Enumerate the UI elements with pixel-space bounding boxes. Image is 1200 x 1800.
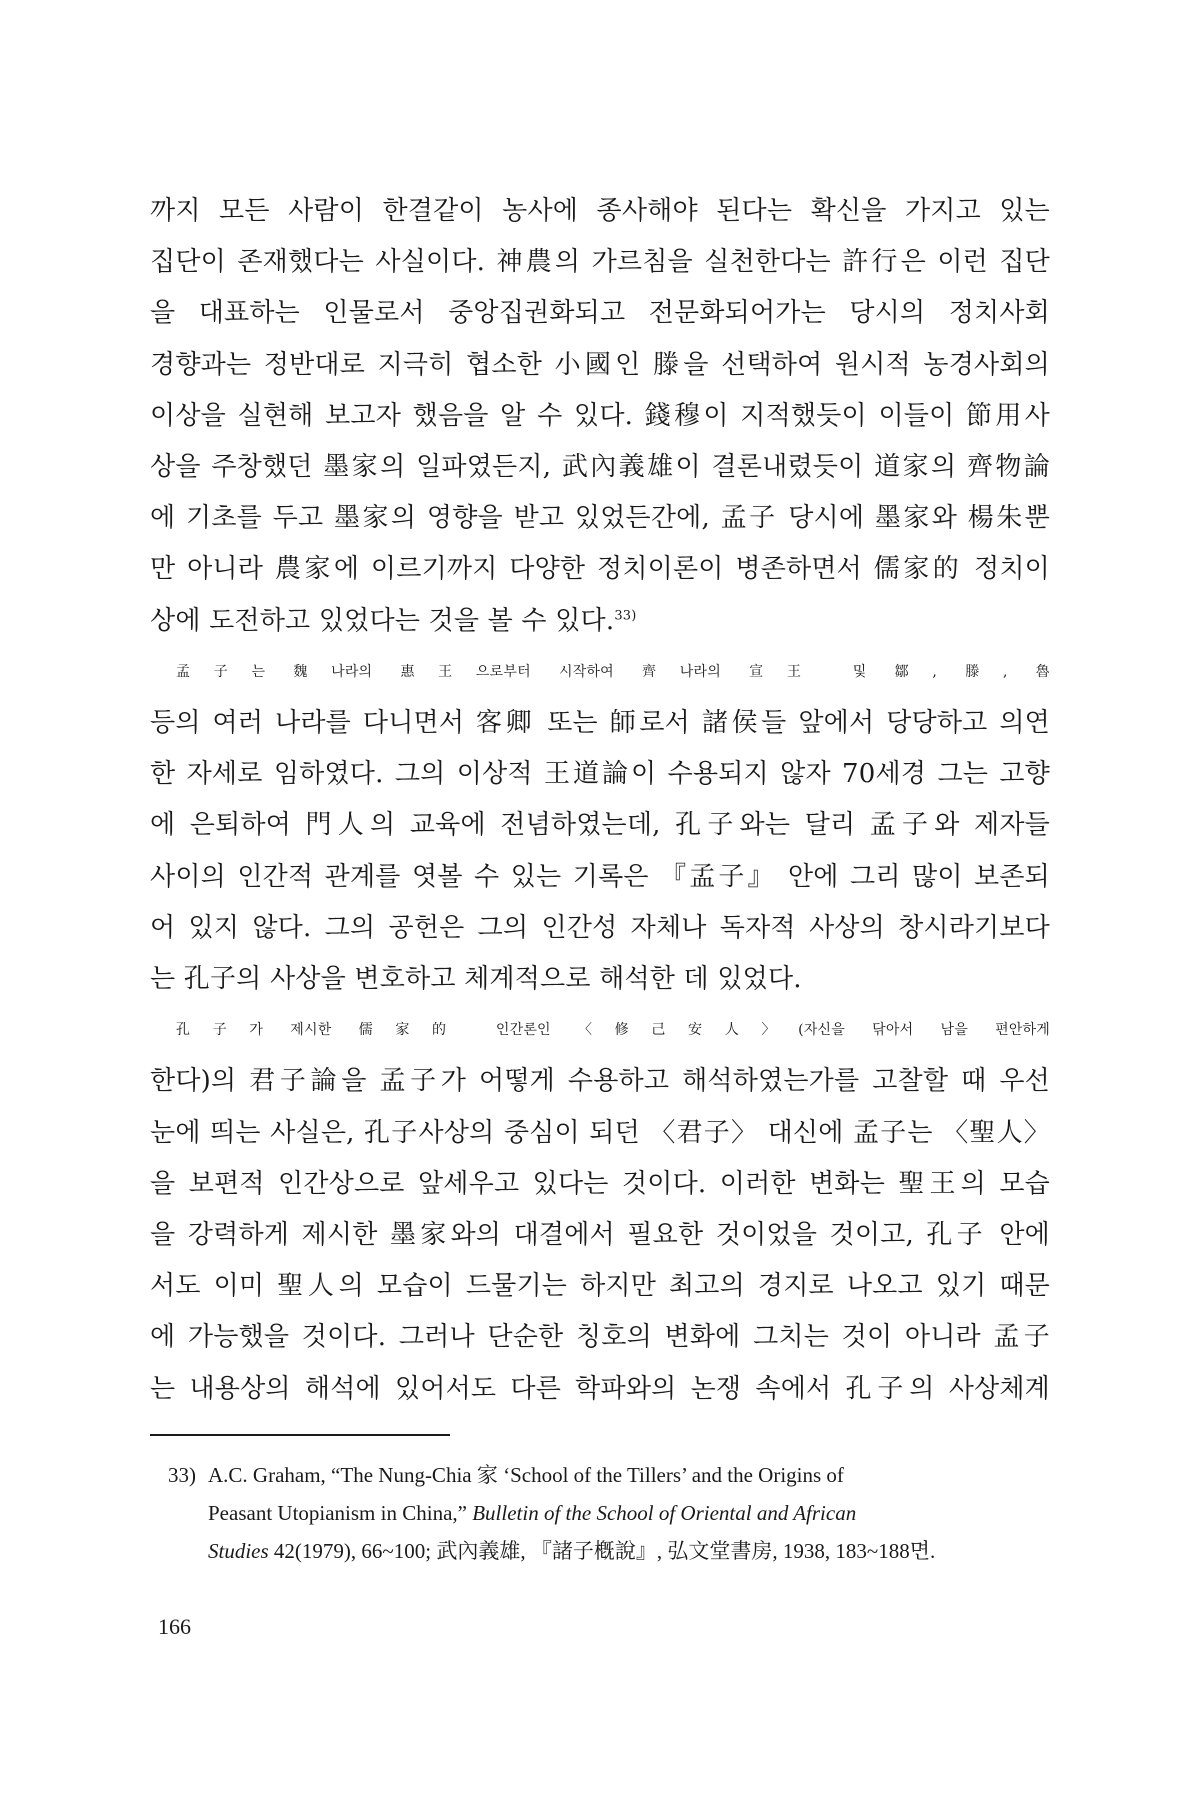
text-line: 에 기초를 두고 墨家의 영향을 받고 있었든간에, 孟子 당시에 墨家와 楊朱뿐 [150,503,1050,534]
text-line: 집단이 존재했다는 사실이다. 神農의 가르침을 실천한다는 許行은 이런 집단 [150,247,1050,278]
text-line [150,596,1050,647]
footnote-33 [168,1456,1050,1570]
text-line: 눈에 띄는 사실은, 孔子사상의 중심이 되던 〈君子〉 대신에 孟子는 〈聖人〉 [150,1117,1050,1148]
footnote-line [168,1456,1050,1494]
journal-title-cont: Studies [208,1539,269,1563]
text-line: 을 보편적 인간상으로 앞세우고 있다는 것이다. 이러한 변화는 聖王의 모습 [150,1168,1050,1199]
text-line: 을 대표하는 인물로서 중앙집권화되고 전문화되어가는 당시의 정치사회 [150,298,1050,329]
text-line: 이상을 실현해 보고자 했음을 알 수 있다. 錢穆이 지적했듯이 이들이 節用사 [150,400,1050,431]
text-line: 서도 이미 聖人의 모습이 드물기는 하지만 최고의 경지로 나오고 있기 때문 [150,1271,1050,1302]
paragraph-1 [150,186,1050,647]
text-line: 한 자세로 임하였다. 그의 이상적 王道論이 수용되지 않자 70세경 그는 고향 [150,759,1050,790]
page-number: 166 [158,1614,191,1639]
text-line: 만 아니라 農家에 이르기까지 다양한 정치이론이 병존하면서 儒家的 정치이 [150,554,1050,585]
footnote-line [168,1494,1050,1532]
footnote-text: 42(1979), 66~100; 武內義雄, 『諸子槪說』, 弘文堂書房, 1938, 183~188면. [268,1539,936,1563]
text-line: 는 내용상의 해석에 있어서도 다른 학파와의 논쟁 속에서 孔子의 사상체계 [150,1373,1050,1404]
text-line: 까지 모든 사람이 한결같이 농사에 종사해야 된다는 확신을 가지고 있는 [150,196,1050,226]
text-line: 등의 여러 나라를 다니면서 客卿 또는 師로서 諸侯들 앞에서 당당하고 의연 [150,708,1050,739]
text-line-content: 상에 도전하고 있었다는 것을 볼 수 있다. [150,605,615,636]
journal-title: Bulletin of the School of Oriental and African [472,1501,857,1525]
text-line: 사이의 인간적 관계를 엿볼 수 있는 기록은 『孟子』 안에 그리 많이 보존되 [150,861,1050,892]
text-line: 는 孔子의 사상을 변호하고 체계적으로 해석한 데 있었다. [150,964,802,995]
paragraph-3 [150,1005,1050,1415]
footnote-line [168,1532,1050,1570]
text-line: 상을 주창했던 墨家의 일파였든지, 武內義雄이 결론내렸듯이 道家의 齊物論 [150,452,1050,483]
text-line: 에 은퇴하여 門人의 교육에 전념하였는데, 孔子와는 달리 孟子와 제자들 [150,810,1050,841]
text-line: 孔子가 제시한 儒家的 인간론인 〈修己安人〉(자신을 닦아서 남을 편안하게 [176,1022,1050,1039]
footnote-divider [150,1434,450,1436]
page-body [150,186,1050,1415]
footnote-number: 33) [168,1463,196,1487]
footnote-reference[interactable]: 33) [614,607,637,623]
text-line: 한다)의 君子論을 孟子가 어떻게 수용하고 해석하였는가를 고찰할 때 우선 [150,1066,1050,1097]
footnote-text: Peasant Utopianism in China,” [208,1501,473,1525]
footnote-text: A.C. Graham, “The Nung-Chia 家 ‘School of the Tillers’ and the Origins of [208,1463,844,1487]
text-line: 어 있지 않다. 그의 공헌은 그의 인간성 자체나 독자적 사상의 창시라기보다 [150,912,1050,943]
text-line: 경향과는 정반대로 지극히 협소한 小國인 滕을 선택하여 원시적 농경사회의 [150,349,1050,380]
text-line: 을 강력하게 제시한 墨家와의 대결에서 필요한 것이었을 것이고, 孔子 안에 [150,1220,1050,1251]
paragraph-2 [150,647,1050,1005]
text-line: 孟子는 魏나라의 惠王으로부터 시작하여 齊나라의 宣王 및 鄒, 滕, 魯 [176,663,1050,680]
text-line: 에 가능했을 것이다. 그러나 단순한 칭호의 변화에 그치는 것이 아니라 孟子 [150,1322,1050,1353]
